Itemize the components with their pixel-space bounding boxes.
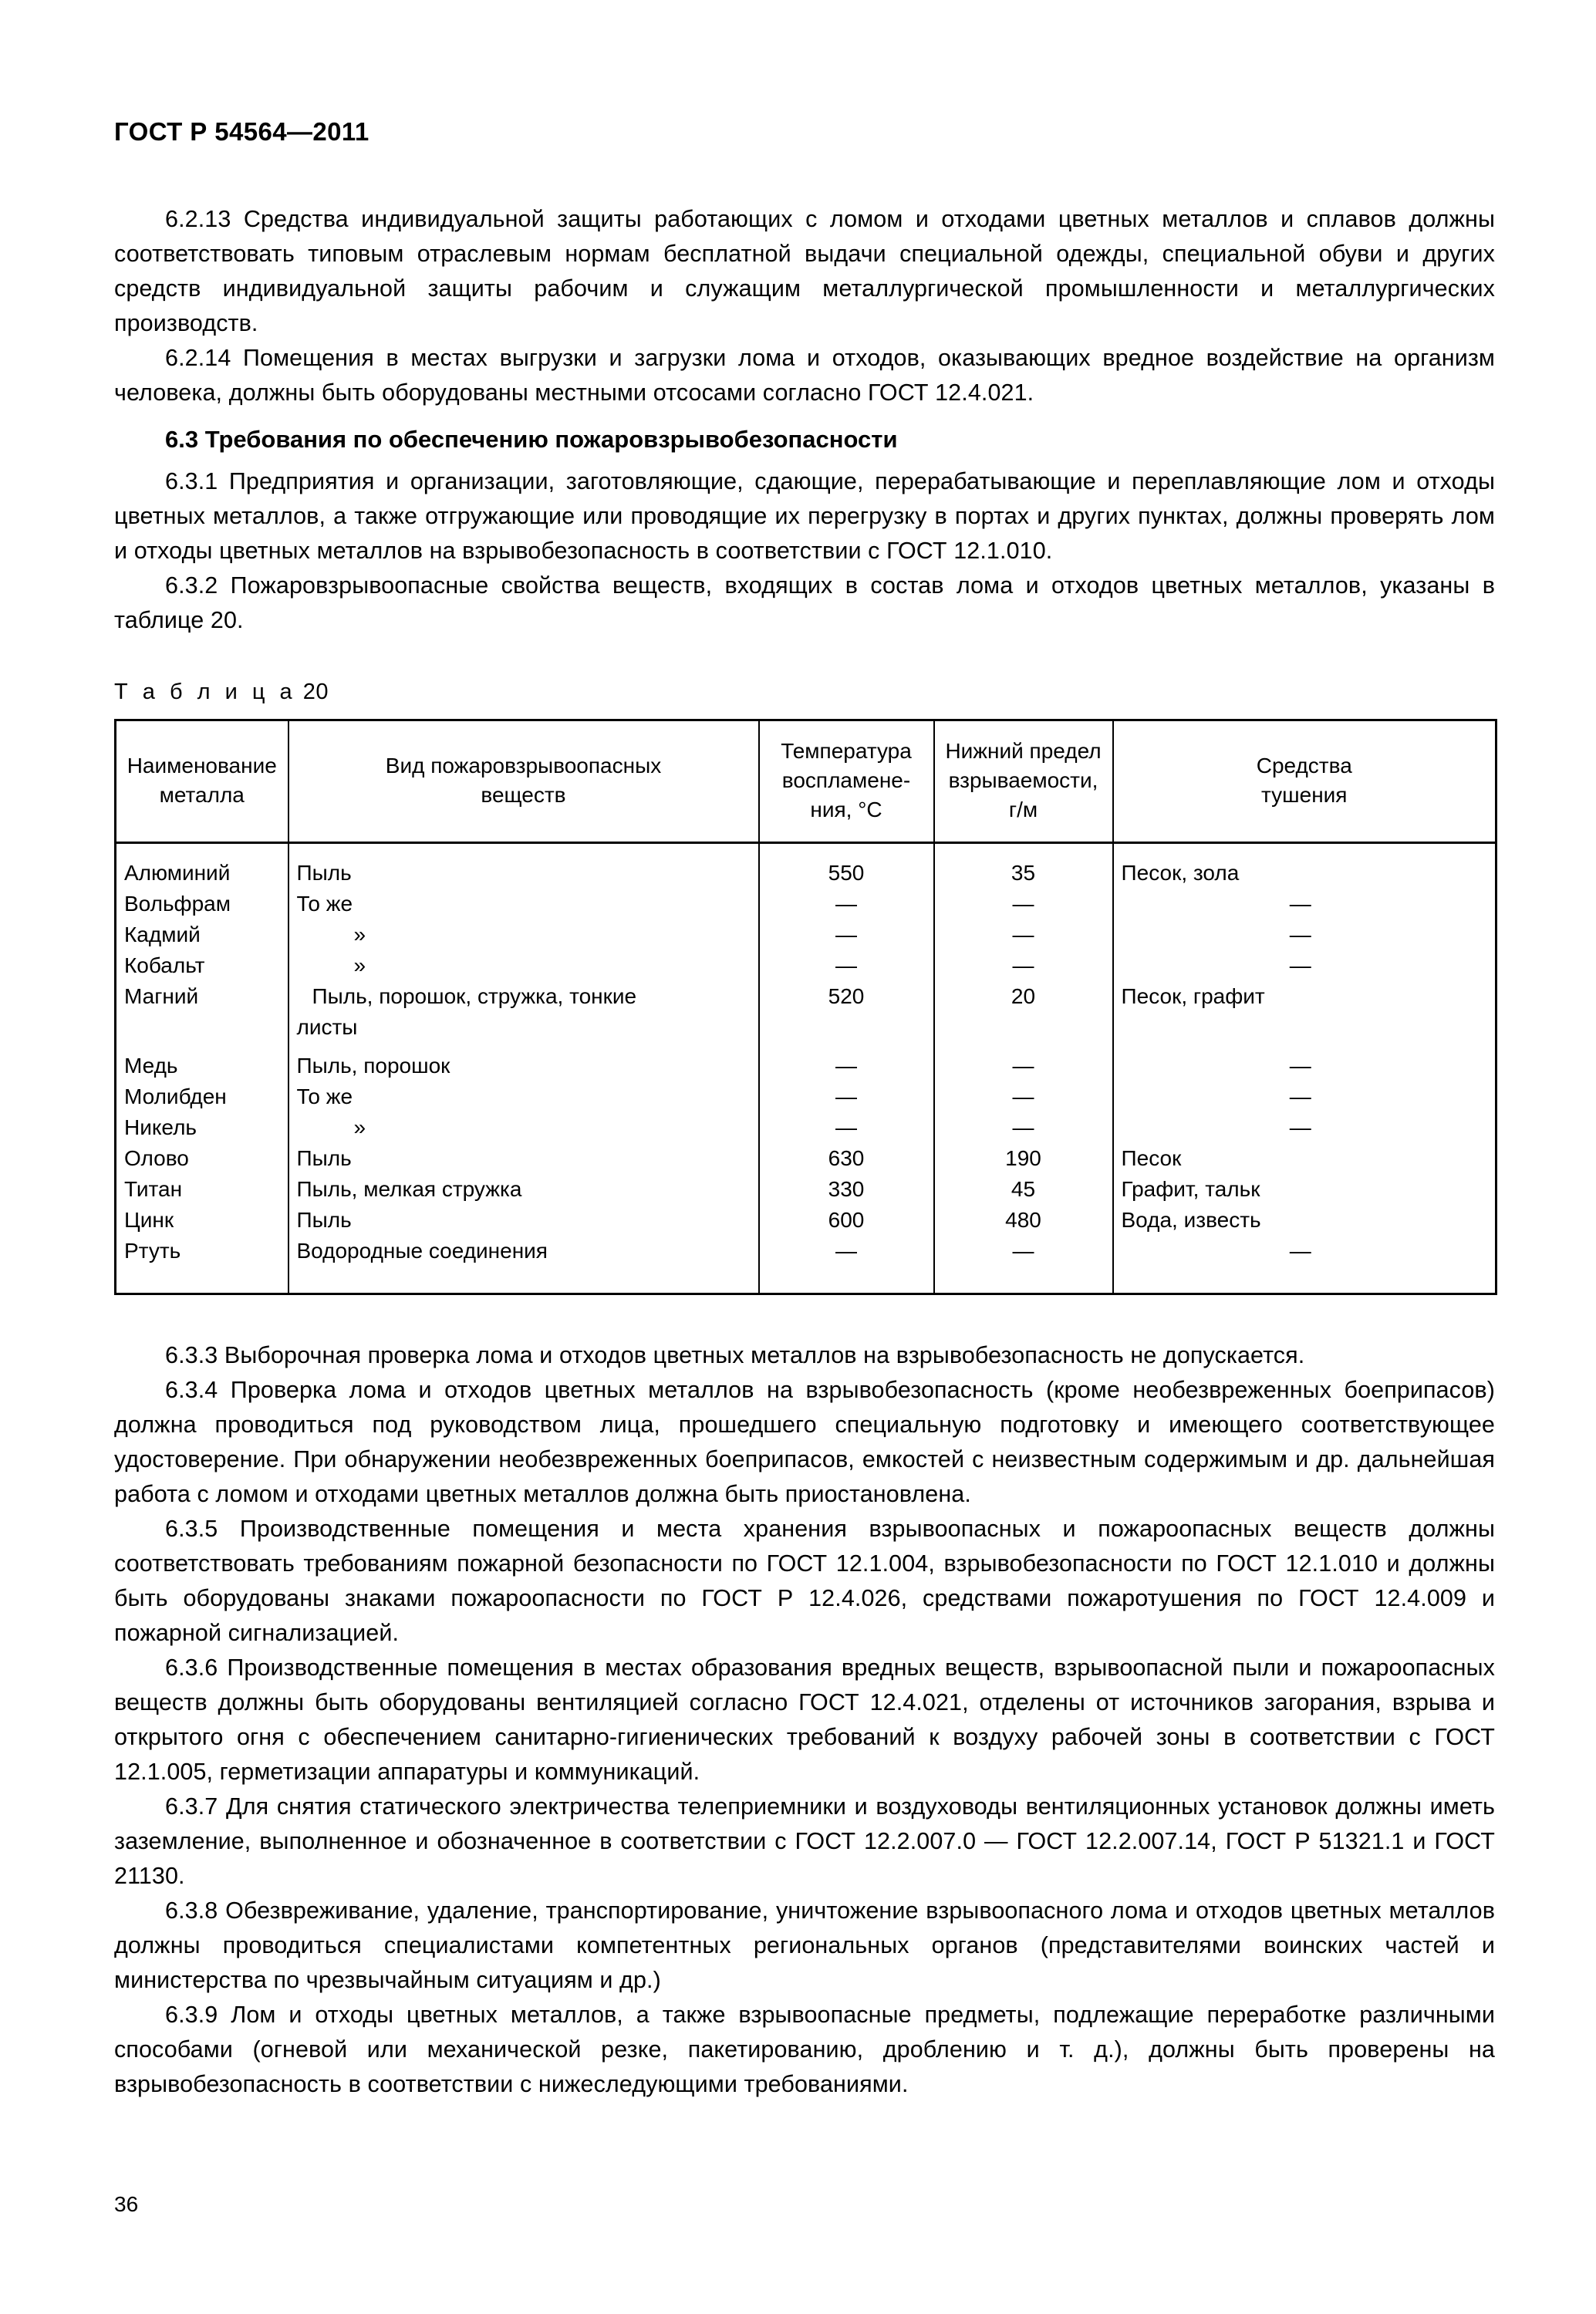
cell-lower-explosive-limit: — [934,1051,1113,1081]
table-gap-cell [1113,1043,1496,1051]
section-heading-6-3: 6.3 Требования по обеспечению пожаровзрывобезопасности [165,426,898,453]
paragraph-6-3-9: 6.3.9 Лом и отходы цветных металлов, а также взрывоопасные предметы, подлежащие переработке различными способами (огневой или механической резке, пакетированию, дроблению и т. д.), должны быть проверены на взрывобезопасность в соответствии с нижеследующими требованиями. [114,2002,1495,2097]
table-row [116,1143,1496,1174]
column-header-substance-kind [288,720,759,843]
table-row [116,1112,1496,1143]
header-line: Вид пожаровзрывоопасных [385,754,662,778]
paragraph-6-3-7: 6.3.7 Для снятия статического электричества телеприемники и воздуховоды вентиляционных установок должны иметь заземление, выполненное и обозначенное в соответствии с ГОСТ 12.2.007.0 — ГОСТ 12.2.007.14, ГОСТ Р 51321.1 и ГОСТ 21130. [114,1793,1495,1889]
document-header: ГОСТ Р 54564—2011 [114,117,369,146]
cell-lower-explosive-limit: — [934,950,1113,981]
header-line: Нижний предел [945,739,1102,763]
cell-substance-kind: » [288,919,759,950]
header-line: веществ [481,783,566,807]
table-row [116,919,1496,950]
header-line: воспламене- [781,768,911,792]
cell-line: листы [296,1015,358,1039]
column-header-extinguishing-means [1113,720,1496,843]
table-gap-row [116,1043,1496,1051]
cell-substance-kind: Пыль, порошок [288,1051,759,1081]
table-row [116,1174,1496,1205]
header-line: ния, °С [810,798,882,821]
table-spacer-cell [1113,843,1496,858]
paragraph-6-3-1: 6.3.1 Предприятия и организации, заготовляющие, сдающие, перерабатывающие и переплавляющие лом и отходы цветных металлов, а также отгружающие или проводящие их перегрузку в портах и других пунктах, должны проверять лом и отходы цветных металлов на взрывобезопасность в соответствии с ГОСТ 12.1.010. [114,468,1495,564]
header-line: г/м [1008,798,1038,821]
table-spacer-cell [759,843,934,858]
cell-ignition-temperature: — [759,889,934,919]
header-line: тушения [1261,783,1348,807]
table-caption-label: Т а б л и ц а [114,680,297,704]
table-gap-cell [759,1043,934,1051]
column-header-ignition-temperature [759,720,934,843]
cell-extinguishing-means: — [1113,950,1496,981]
cell-metal-name: Медь [116,1051,288,1081]
table-row [116,1051,1496,1081]
cell-lower-explosive-limit: 190 [934,1143,1113,1174]
paragraphs-after-table [114,1338,1495,2102]
table-caption [114,680,1495,705]
paragraph-6-3-2: 6.3.2 Пожаровзрывоопасные свойства веществ, входящих в состав лома и отходов цветных металлов, указаны в таблице 20. [114,572,1495,633]
table-spacer-cell [1113,1267,1496,1294]
cell-metal-name: Никель [116,1112,288,1143]
cell-metal-name: Кадмий [116,919,288,950]
table-spacer-row [116,1267,1496,1294]
cell-extinguishing-means: — [1113,889,1496,919]
cell-metal-name: Титан [116,1174,288,1205]
cell-extinguishing-means: — [1113,919,1496,950]
cell-extinguishing-means: — [1113,1051,1496,1081]
cell-metal-name: Молибден [116,1081,288,1112]
cell-substance-kind: Пыль, мелкая стружка [288,1174,759,1205]
cell-lower-explosive-limit: — [934,919,1113,950]
table-gap-cell [934,1043,1113,1051]
cell-ignition-temperature: — [759,1236,934,1267]
cell-metal-name: Алюминий [116,858,288,889]
cell-line: Пыль, порошок, стружка, тонкие [312,984,637,1008]
paragraph-6-3-5: 6.3.5 Производственные помещения и места хранения взрывоопасных и пожароопасных веществ должны соответствовать требованиям пожарной безопасности по ГОСТ 12.1.004, взрывобезопасности по ГОСТ 12.1.010 и должны быть оборудованы знаками пожароопасности по ГОСТ Р 12.4.026, средствами пожаротушения по ГОСТ 12.4.009 и пожарной сигнализацией. [114,1516,1495,1646]
table-spacer-cell [116,1267,288,1294]
table-spacer-cell [759,1267,934,1294]
header-line: металла [159,783,245,807]
cell-ignition-temperature: — [759,1112,934,1143]
cell-extinguishing-means: Песок, зола [1113,858,1496,889]
table-20 [114,719,1497,1295]
table-row [116,858,1496,889]
table-header [116,720,1496,843]
column-header-lower-explosive-limit [934,720,1113,843]
header-line: Наименование [127,754,277,778]
cell-lower-explosive-limit: — [934,1236,1113,1267]
cell-extinguishing-means: Вода, известь [1113,1205,1496,1236]
cell-extinguishing-means: — [1113,1112,1496,1143]
table-spacer-cell [934,1267,1113,1294]
cell-ignition-temperature: — [759,1081,934,1112]
cell-extinguishing-means: Песок, графит [1113,981,1496,1043]
cell-extinguishing-means: Графит, тальк [1113,1174,1496,1205]
cell-ignition-temperature: 630 [759,1143,934,1174]
table-row [116,981,1496,1043]
cell-lower-explosive-limit: — [934,1112,1113,1143]
cell-ignition-temperature: 520 [759,981,934,1043]
cell-metal-name: Ртуть [116,1236,288,1267]
cell-substance-kind: Пыль [288,1143,759,1174]
paragraph-6-3-4: 6.3.4 Проверка лома и отходов цветных металлов на взрывобезопасность (кроме необезвреженных боеприпасов) должна проводиться под руководством лица, прошедшего специальную подготовку и имеющего соответствующее удостоверение. При обнаружении необезвреженных боеприпасов, емкостей с неизвестным содержимым и др. дальнейшая работа с ломом и отходами цветных металлов должна быть приостановлена. [114,1377,1495,1507]
cell-ignition-temperature: — [759,950,934,981]
cell-extinguishing-means: — [1113,1236,1496,1267]
paragraph-6-2-14: 6.2.14 Помещения в местах выгрузки и загрузки лома и отходов, оказывающих вредное воздействие на организм человека, должны быть оборудованы местными отсосами согласно ГОСТ 12.4.021. [114,345,1495,406]
cell-metal-name: Кобальт [116,950,288,981]
cell-extinguishing-means: Песок [1113,1143,1496,1174]
table-spacer-cell [934,843,1113,858]
cell-ignition-temperature: 600 [759,1205,934,1236]
header-line: Средства [1256,754,1352,778]
cell-substance-kind: » [288,1112,759,1143]
cell-metal-name: Вольфрам [116,889,288,919]
table-row [116,889,1496,919]
cell-lower-explosive-limit: 480 [934,1205,1113,1236]
cell-lower-explosive-limit: 45 [934,1174,1113,1205]
table-row [116,950,1496,981]
table-spacer-cell [288,843,759,858]
page-content [114,202,1495,2102]
cell-ignition-temperature: 330 [759,1174,934,1205]
table-spacer-row [116,843,1496,858]
paragraph-6-3-6: 6.3.6 Производственные помещения в местах образования вредных веществ, взрывоопасной пыли и пожароопасных веществ должны быть оборудованы вентиляцией согласно ГОСТ 12.4.021, отделены от источников загорания, взрыва и открытого огня с обеспечением санитарно-гигиенических требований к воздуху рабочей зоны в соответствии с ГОСТ 12.1.005, герметизации аппаратуры и коммуникаций. [114,1655,1495,1785]
cell-extinguishing-means: — [1113,1081,1496,1112]
table-gap-cell [116,1043,288,1051]
cell-lower-explosive-limit: — [934,1081,1113,1112]
paragraph-6-2-13: 6.2.13 Средства индивидуальной защиты работающих с ломом и отходами цветных металлов и сплавов должны соответствовать типовым отраслевым нормам бесплатной выдачи специальной одежды, специальной обуви и других средств индивидуальной защиты рабочим и служащим металлургической промышленности и металлургических производств. [114,206,1495,336]
cell-ignition-temperature: — [759,1051,934,1081]
table-gap-cell [288,1043,759,1051]
cell-substance-kind: » [288,950,759,981]
cell-substance-kind: Пыль [288,1205,759,1236]
cell-substance-kind: Пыль [288,858,759,889]
cell-metal-name: Олово [116,1143,288,1174]
table-spacer-cell [288,1267,759,1294]
cell-lower-explosive-limit: 20 [934,981,1113,1043]
cell-substance-kind: То же [288,889,759,919]
table-spacer-cell [116,843,288,858]
cell-lower-explosive-limit: — [934,889,1113,919]
table-row [116,1205,1496,1236]
table-header-row [116,720,1496,843]
cell-metal-name: Цинк [116,1205,288,1236]
table-row [116,1081,1496,1112]
page-number: 36 [114,2192,139,2216]
header-line: взрываемости, [948,768,1098,792]
table-caption-number: 20 [302,680,329,704]
cell-substance-kind: Водородные соединения [288,1236,759,1267]
table-row [116,1236,1496,1267]
paragraph-6-3-8: 6.3.8 Обезвреживание, удаление, транспортирование, уничтожение взрывоопасного лома и отходов цветных металлов должны проводиться специалистами компетентных региональных органов (представителями воинских частей и министерства по чрезвычайным ситуациям и др.) [114,1897,1495,1993]
cell-substance-kind: То же [288,1081,759,1112]
paragraph-6-3-3: 6.3.3 Выборочная проверка лома и отходов цветных металлов на взрывобезопасность не допускается. [165,1342,1305,1368]
cell-lower-explosive-limit: 35 [934,858,1113,889]
cell-ignition-temperature: — [759,919,934,950]
cell-metal-name: Магний [116,981,288,1043]
header-line: Температура [781,739,912,763]
cell-ignition-temperature: 550 [759,858,934,889]
table-body [116,843,1496,1294]
cell-substance-kind [288,981,759,1043]
column-header-metal-name [116,720,288,843]
